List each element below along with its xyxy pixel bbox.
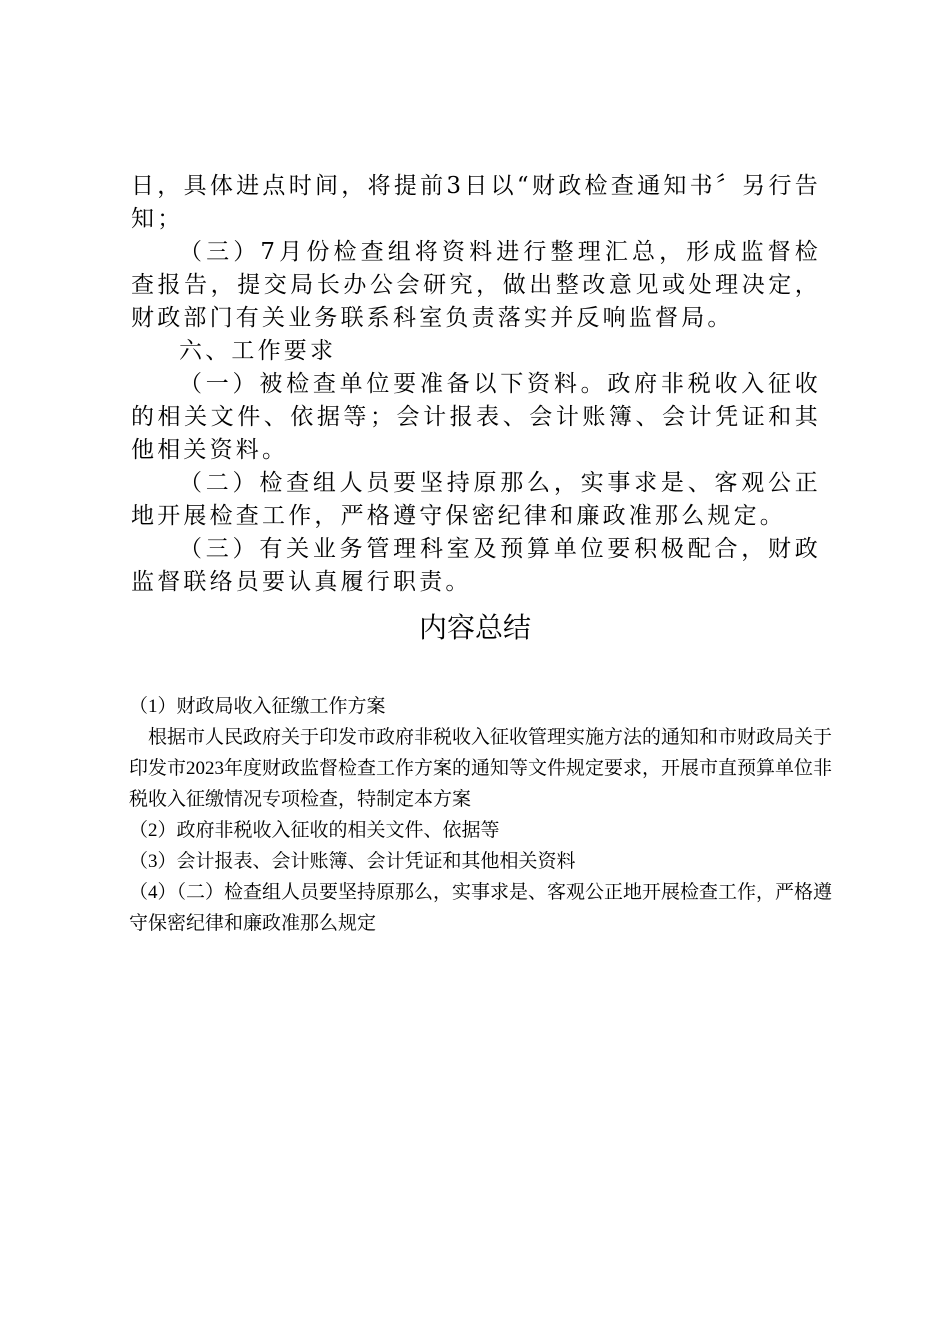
- section-heading-work-requirements: 六、工作要求: [179, 338, 337, 364]
- summary-list: [129, 691, 835, 939]
- summary-item: （4）（二）检查组人员要坚持原那么，实事求是、客观公正地开展检查工作，严格遵守保密纪律和廉政准那么规定: [129, 882, 833, 934]
- summary-item: 根据市人民政府关于印发市政府非税收入征收管理实施方法的通知和市财政局关于印发市2023年度财政监督检查工作方案的通知等文件规定要求，开展市直预算单位非税收入征缴情况专项检查，特制定本方案: [129, 727, 833, 810]
- paragraph-requirement-three: （三）有关业务管理科室及预算单位要积极配合，财政监督联络员要认真履行职责。: [131, 536, 821, 595]
- paragraph-schedule-continued: 日，具体进点时间，将提前3日以“财政检查通知书〞另行告知；: [131, 173, 821, 232]
- paragraph-requirement-two: （二）检查组人员要坚持原那么，实事求是、客观公正地开展检查工作，严格遵守保密纪律和廉政准那么规定。: [131, 470, 821, 529]
- summary-item: （3）会计报表、会计账簿、会计凭证和其他相关资料: [129, 851, 576, 872]
- paragraph-requirement-one: （一）被检查单位要准备以下资料。政府非税收入征收的相关文件、依据等；会计报表、会计账簿、会计凭证和其他相关资料。: [131, 371, 821, 463]
- summary-item: （1）财政局收入征缴工作方案: [129, 696, 386, 717]
- paragraph-step-three: （三）7月份检查组将资料进行整理汇总，形成监督检查报告，提交局长办公会研究，做出整改意见或处理决定，财政部门有关业务联系科室负责落实并反响监督局。: [131, 239, 821, 331]
- summary-title: 内容总结: [418, 611, 531, 644]
- document-body: [131, 170, 821, 599]
- summary-item: （2）政府非税收入征收的相关文件、依据等: [129, 820, 500, 841]
